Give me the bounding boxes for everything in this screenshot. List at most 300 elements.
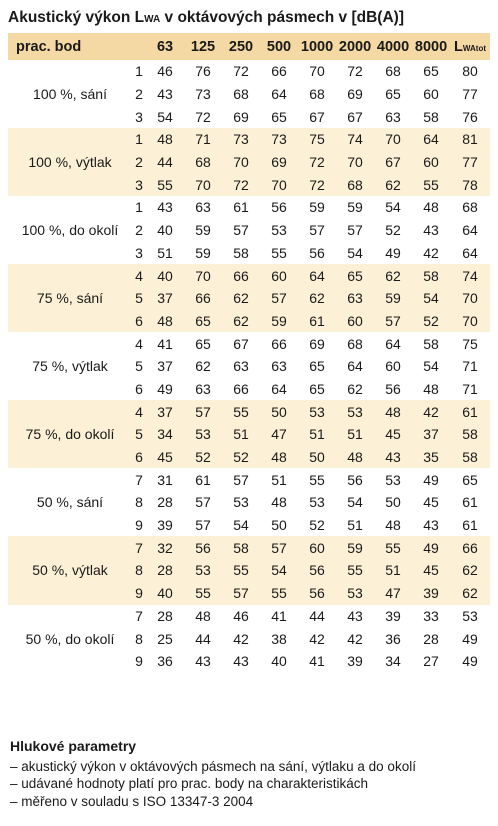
band-value: 64 [271, 380, 287, 397]
band-value: 42 [347, 630, 363, 647]
band-value: 68 [347, 335, 363, 352]
operating-point: 2 [135, 222, 143, 239]
header-band-2000: 2000 [336, 33, 374, 60]
band-value: 40 [271, 653, 287, 670]
band-value: 59 [195, 222, 211, 239]
band-value: 40 [157, 222, 173, 239]
band-value: 51 [336, 423, 374, 446]
group-label: 50 %, do okolí [25, 630, 115, 647]
total-value: 62 [450, 582, 490, 605]
row-group [8, 468, 490, 536]
band-value: 65 [309, 358, 325, 375]
band-value: 69 [260, 151, 298, 174]
band-value: 55 [309, 471, 325, 488]
band-value: 51 [347, 517, 363, 534]
band-value: 72 [222, 173, 260, 196]
band-value: 57 [184, 400, 222, 423]
band-value: 70 [184, 264, 222, 287]
table-row [8, 196, 490, 219]
band-value: 68 [233, 86, 249, 103]
band-value: 54 [423, 358, 439, 375]
band-value: 65 [336, 264, 374, 287]
band-value: 57 [233, 222, 249, 239]
operating-point: 4 [132, 264, 146, 287]
header-band-8000: 8000 [412, 33, 450, 60]
band-value: 63 [233, 358, 249, 375]
band-value: 74 [336, 128, 374, 151]
band-value: 51 [271, 471, 287, 488]
title-text: Akustický výkon L [8, 9, 145, 26]
table-title [8, 6, 404, 30]
group-label: 50 %, výtlak [8, 536, 132, 604]
operating-point: 8 [132, 559, 146, 582]
operating-point: 4 [135, 335, 143, 352]
band-value: 48 [423, 199, 439, 216]
band-value: 63 [195, 199, 211, 216]
band-value: 65 [271, 108, 287, 125]
band-value: 37 [412, 423, 450, 446]
total-value: 77 [462, 86, 478, 103]
row-group [8, 264, 490, 332]
band-value: 60 [385, 358, 401, 375]
band-value: 43 [157, 199, 173, 216]
band-value: 62 [374, 173, 412, 196]
band-value: 31 [157, 471, 173, 488]
band-value: 43 [423, 517, 439, 534]
table-row [8, 60, 490, 83]
operating-point: 6 [135, 380, 143, 397]
noise-notes [10, 738, 494, 810]
band-value: 67 [374, 151, 412, 174]
total-value: 61 [450, 400, 490, 423]
band-value: 48 [146, 128, 184, 151]
band-value: 69 [233, 108, 249, 125]
total-value: 70 [450, 310, 490, 333]
band-value: 65 [423, 63, 439, 80]
band-value: 51 [157, 244, 173, 261]
band-value: 68 [309, 86, 325, 103]
band-value: 52 [309, 517, 325, 534]
row-group [8, 536, 490, 604]
band-value: 47 [260, 423, 298, 446]
band-value: 53 [184, 559, 222, 582]
band-value: 56 [298, 559, 336, 582]
band-value: 59 [347, 199, 363, 216]
band-value: 53 [271, 222, 287, 239]
band-value: 44 [146, 151, 184, 174]
band-value: 65 [195, 335, 211, 352]
band-value: 65 [385, 86, 401, 103]
total-value: 68 [462, 199, 478, 216]
band-value: 73 [260, 128, 298, 151]
band-value: 37 [146, 400, 184, 423]
band-value: 56 [184, 536, 222, 559]
band-value: 42 [423, 244, 439, 261]
band-value: 52 [412, 310, 450, 333]
total-value: 58 [450, 423, 490, 446]
band-value: 69 [347, 86, 363, 103]
band-value: 48 [336, 446, 374, 469]
band-value: 63 [385, 108, 401, 125]
band-value: 62 [222, 287, 260, 310]
band-value: 54 [412, 287, 450, 310]
band-value: 58 [423, 335, 439, 352]
band-value: 41 [271, 607, 287, 624]
band-value: 60 [298, 536, 336, 559]
band-value: 53 [233, 494, 249, 511]
row-group [8, 128, 490, 196]
group-label: 100 %, sání [33, 86, 107, 103]
band-value: 48 [195, 607, 211, 624]
band-value: 68 [184, 151, 222, 174]
operating-point: 9 [135, 517, 143, 534]
header-prac-bod: prac. bod [8, 33, 146, 60]
header-total [450, 33, 490, 60]
operating-point: 6 [132, 310, 146, 333]
band-value: 54 [347, 244, 363, 261]
band-value: 44 [195, 630, 211, 647]
band-value: 59 [195, 244, 211, 261]
band-value: 49 [423, 471, 439, 488]
total-value: 49 [462, 630, 478, 647]
band-value: 52 [385, 222, 401, 239]
operating-point: 7 [135, 471, 143, 488]
group-label: 75 %, výtlak [32, 358, 108, 375]
total-value: 74 [450, 264, 490, 287]
total-value: 65 [462, 471, 478, 488]
operating-point: 9 [132, 582, 146, 605]
band-value: 37 [157, 358, 173, 375]
band-value: 62 [195, 358, 211, 375]
band-value: 48 [260, 446, 298, 469]
band-value: 49 [412, 536, 450, 559]
band-value: 34 [146, 423, 184, 446]
band-value: 73 [195, 86, 211, 103]
band-value: 48 [271, 494, 287, 511]
band-value: 43 [157, 86, 173, 103]
band-value: 62 [298, 287, 336, 310]
band-value: 53 [309, 494, 325, 511]
band-value: 39 [412, 582, 450, 605]
total-value: 64 [462, 244, 478, 261]
band-value: 55 [271, 244, 287, 261]
band-value: 27 [423, 653, 439, 670]
operating-point: 7 [132, 536, 146, 559]
band-value: 53 [336, 400, 374, 423]
band-value: 56 [271, 199, 287, 216]
band-value: 55 [146, 173, 184, 196]
header-total-sub: WAtot [462, 43, 486, 53]
band-value: 45 [423, 494, 439, 511]
band-value: 57 [195, 517, 211, 534]
band-value: 64 [271, 86, 287, 103]
band-value: 45 [412, 559, 450, 582]
band-value: 50 [298, 446, 336, 469]
band-value: 66 [271, 63, 287, 80]
band-value: 70 [374, 128, 412, 151]
table-row [8, 400, 490, 423]
total-value: 64 [462, 222, 478, 239]
band-value: 51 [374, 559, 412, 582]
band-value: 70 [336, 151, 374, 174]
band-value: 59 [260, 310, 298, 333]
band-value: 57 [374, 310, 412, 333]
group-label: 75 %, sání [8, 264, 132, 332]
band-value: 69 [309, 335, 325, 352]
band-value: 54 [385, 199, 401, 216]
band-value: 28 [157, 494, 173, 511]
band-value: 56 [347, 471, 363, 488]
band-value: 28 [423, 630, 439, 647]
header-row [8, 33, 490, 60]
header-band-1000: 1000 [298, 33, 336, 60]
band-value: 57 [260, 287, 298, 310]
band-value: 66 [222, 264, 260, 287]
band-value: 37 [146, 287, 184, 310]
group-label: 75 %, do okolí [8, 400, 132, 468]
band-value: 71 [184, 128, 222, 151]
band-value: 55 [260, 582, 298, 605]
band-value: 43 [195, 653, 211, 670]
operating-point: 5 [132, 287, 146, 310]
operating-point: 7 [135, 607, 143, 624]
total-value: 76 [462, 108, 478, 125]
band-value: 48 [385, 517, 401, 534]
band-value: 28 [157, 607, 173, 624]
total-value: 71 [462, 380, 478, 397]
group-label: 50 %, sání [36, 494, 104, 511]
band-value: 55 [222, 559, 260, 582]
header-band-500: 500 [260, 33, 298, 60]
band-value: 35 [412, 446, 450, 469]
band-value: 54 [233, 517, 249, 534]
operating-point: 5 [135, 358, 143, 375]
band-value: 65 [309, 380, 325, 397]
total-value: 71 [462, 358, 478, 375]
band-value: 65 [184, 310, 222, 333]
operating-point: 3 [135, 108, 143, 125]
band-value: 46 [157, 63, 173, 80]
operating-point: 9 [135, 653, 143, 670]
band-value: 68 [385, 63, 401, 80]
sound-power-table [8, 33, 490, 673]
band-value: 34 [385, 653, 401, 670]
band-value: 36 [157, 653, 173, 670]
band-value: 76 [195, 63, 211, 80]
operating-point: 1 [135, 199, 143, 216]
band-value: 47 [374, 582, 412, 605]
operating-point: 4 [132, 400, 146, 423]
operating-point: 8 [135, 494, 143, 511]
band-value: 43 [374, 446, 412, 469]
band-value: 56 [309, 244, 325, 261]
band-value: 25 [157, 630, 173, 647]
band-value: 70 [184, 173, 222, 196]
band-value: 42 [233, 630, 249, 647]
band-value: 72 [195, 108, 211, 125]
band-value: 62 [374, 264, 412, 287]
band-value: 48 [374, 400, 412, 423]
band-value: 50 [271, 517, 287, 534]
band-value: 75 [298, 128, 336, 151]
band-value: 55 [412, 173, 450, 196]
band-value: 39 [157, 517, 173, 534]
row-group [8, 400, 490, 468]
band-value: 59 [336, 536, 374, 559]
band-value: 41 [157, 335, 173, 352]
band-value: 57 [222, 582, 260, 605]
band-value: 40 [146, 264, 184, 287]
band-value: 52 [222, 446, 260, 469]
operating-point: 2 [132, 151, 146, 174]
band-value: 58 [233, 244, 249, 261]
band-value: 45 [146, 446, 184, 469]
table-row [8, 605, 490, 628]
band-value: 57 [309, 222, 325, 239]
band-value: 50 [385, 494, 401, 511]
total-value: 77 [450, 151, 490, 174]
band-value: 58 [423, 108, 439, 125]
group-label: 100 %, do okolí [21, 222, 119, 239]
band-value: 53 [298, 400, 336, 423]
band-value: 67 [233, 335, 249, 352]
band-value: 61 [195, 471, 211, 488]
band-value: 61 [233, 199, 249, 216]
total-value: 80 [462, 63, 478, 80]
group-label: 100 %, výtlak [8, 128, 132, 196]
band-value: 57 [260, 536, 298, 559]
band-value: 44 [309, 607, 325, 624]
band-value: 58 [222, 536, 260, 559]
notes-item: – udávané hodnoty platí pro prac. body na charakteristikách [10, 776, 368, 791]
band-value: 64 [347, 358, 363, 375]
operating-point: 5 [132, 423, 146, 446]
notes-item: – akustický výkon v oktávových pásmech na sání, výtlaku a do okolí [10, 758, 416, 774]
band-value: 59 [309, 199, 325, 216]
band-value: 72 [347, 63, 363, 80]
band-value: 66 [271, 335, 287, 352]
band-value: 43 [423, 222, 439, 239]
band-value: 72 [233, 63, 249, 80]
band-value: 56 [385, 380, 401, 397]
band-value: 46 [233, 607, 249, 624]
band-value: 68 [336, 173, 374, 196]
band-value: 60 [412, 151, 450, 174]
band-value: 67 [309, 108, 325, 125]
total-value: 70 [450, 287, 490, 310]
operating-point: 8 [135, 630, 143, 647]
band-value: 61 [298, 310, 336, 333]
band-value: 38 [271, 630, 287, 647]
band-value: 33 [423, 607, 439, 624]
operating-point: 3 [132, 173, 146, 196]
band-value: 36 [385, 630, 401, 647]
band-value: 54 [260, 559, 298, 582]
table-row [8, 264, 490, 287]
operating-point: 6 [132, 446, 146, 469]
band-value: 28 [146, 559, 184, 582]
band-value: 64 [298, 264, 336, 287]
band-value: 42 [309, 630, 325, 647]
band-value: 48 [146, 310, 184, 333]
row-group [8, 196, 490, 264]
band-value: 63 [336, 287, 374, 310]
total-value: 61 [462, 517, 478, 534]
band-value: 72 [298, 173, 336, 196]
band-value: 42 [412, 400, 450, 423]
band-value: 62 [222, 310, 260, 333]
band-value: 49 [157, 380, 173, 397]
row-group [8, 332, 490, 400]
band-value: 58 [412, 264, 450, 287]
operating-point: 1 [132, 128, 146, 151]
band-value: 55 [374, 536, 412, 559]
header-band-63: 63 [146, 33, 184, 60]
band-value: 51 [222, 423, 260, 446]
total-value: 78 [450, 173, 490, 196]
band-value: 53 [385, 471, 401, 488]
band-value: 60 [423, 86, 439, 103]
band-value: 49 [385, 244, 401, 261]
row-group [8, 60, 490, 128]
table-row [8, 468, 490, 491]
operating-point: 2 [135, 86, 143, 103]
total-value: 66 [450, 536, 490, 559]
band-value: 63 [195, 380, 211, 397]
row-group [8, 605, 490, 673]
band-value: 52 [184, 446, 222, 469]
operating-point: 3 [135, 244, 143, 261]
band-value: 70 [260, 173, 298, 196]
table-row [8, 536, 490, 559]
band-value: 64 [412, 128, 450, 151]
band-value: 60 [336, 310, 374, 333]
band-value: 53 [184, 423, 222, 446]
band-value: 32 [146, 536, 184, 559]
band-value: 64 [385, 335, 401, 352]
band-value: 73 [222, 128, 260, 151]
total-value: 62 [450, 559, 490, 582]
band-value: 66 [233, 380, 249, 397]
table-row [8, 332, 490, 355]
band-value: 55 [336, 559, 374, 582]
notes-heading: Hlukové parametry [10, 738, 137, 754]
total-value: 81 [450, 128, 490, 151]
header-total-main: L [454, 38, 463, 55]
title-subscript: WA [144, 14, 161, 25]
band-value: 43 [233, 653, 249, 670]
band-value: 55 [184, 582, 222, 605]
band-value: 57 [195, 494, 211, 511]
band-value: 39 [347, 653, 363, 670]
band-value: 54 [157, 108, 173, 125]
total-value: 49 [462, 653, 478, 670]
band-value: 54 [347, 494, 363, 511]
band-value: 51 [298, 423, 336, 446]
total-value: 75 [462, 335, 478, 352]
band-value: 41 [309, 653, 325, 670]
total-value: 61 [462, 494, 478, 511]
band-value: 55 [222, 400, 260, 423]
band-value: 40 [146, 582, 184, 605]
band-value: 39 [385, 607, 401, 624]
header-band-250: 250 [222, 33, 260, 60]
band-value: 45 [374, 423, 412, 446]
band-value: 66 [184, 287, 222, 310]
band-value: 60 [260, 264, 298, 287]
band-value: 53 [336, 582, 374, 605]
operating-point: 1 [135, 63, 143, 80]
